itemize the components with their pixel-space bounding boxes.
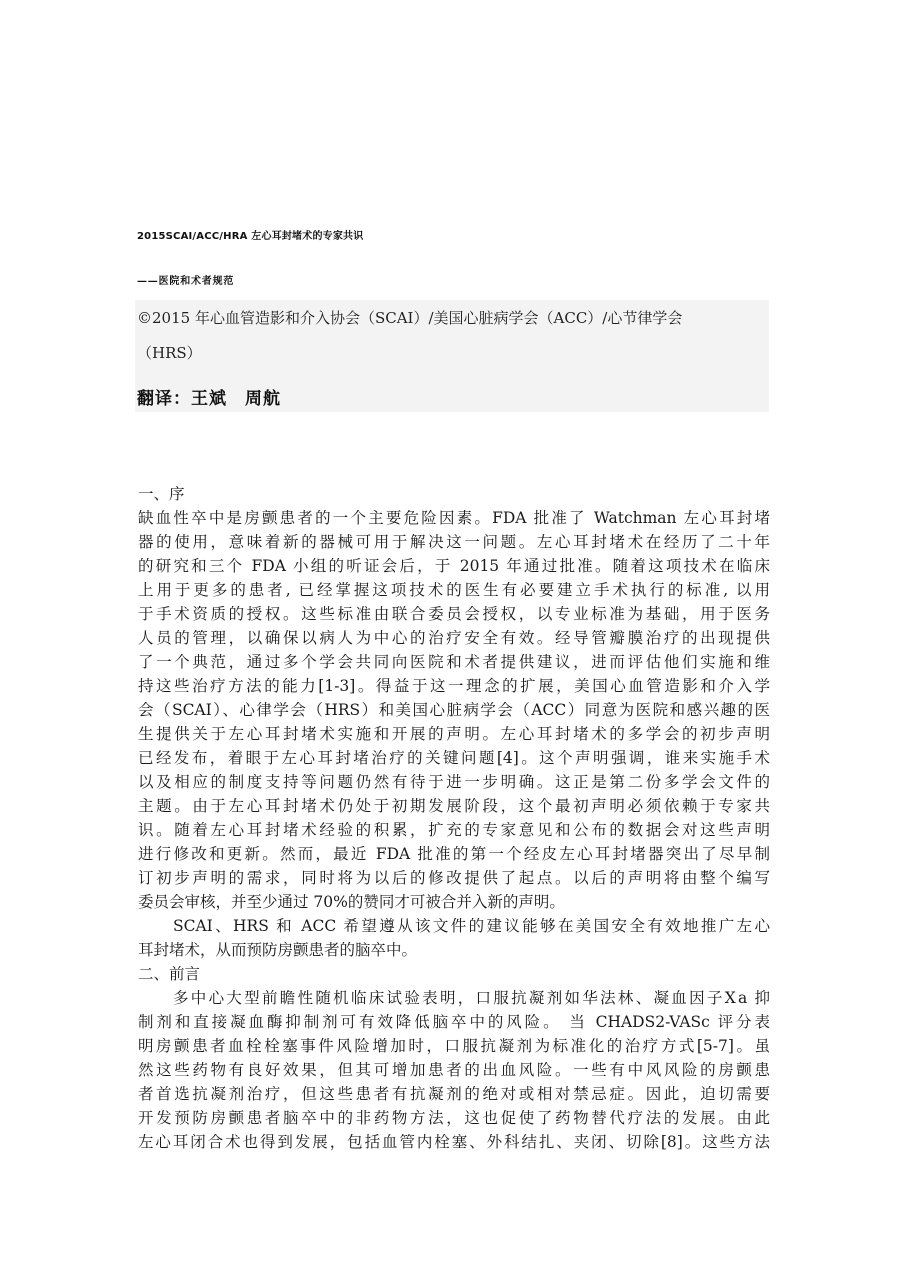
body-line: 器的使用，意味着新的器械可用于解决这一问题。左心耳封堵术在经历了二十年 xyxy=(138,533,770,551)
body-line: 多中心大型前瞻性随机临床试验表明，口服抗凝剂如华法林、凝血因子Ⅹa 抑 xyxy=(173,989,770,1007)
body-line: 于手术资质的授权。这些标准由联合委员会授权，以专业标准为基础，用于医务 xyxy=(138,605,770,623)
body-line: 生提供关于左心耳封堵术实施和开展的声明。左心耳封堵术的多学会的初步声明 xyxy=(138,725,770,743)
body-line: 开发预防房颤患者脑卒中的非药物方法，这也促使了药物替代疗法的发展。由此 xyxy=(138,1109,770,1127)
copyright-block xyxy=(135,300,769,412)
document-title: 2015SCAI/ACC/HRA 左心耳封堵术的专家共识 xyxy=(137,231,364,242)
body-line: 然这些药物有良好效果，但其可增加患者的出血风险。一些有中风风险的房颤患 xyxy=(138,1061,770,1079)
body-line: 缺血性卒中是房颤患者的一个主要危险因素。FDA 批准了 Watchman 左心耳封堵 xyxy=(138,509,770,527)
copyright-text: ©2015 年心血管造影和介入协会（SCAI）/美国心脏病学会（ACC）/心节律学会 xyxy=(137,309,683,327)
body-line: 订初步声明的需求，同时将为以后的修改提供了起点。以后的声明将由整个编写 xyxy=(138,869,770,887)
body-line: SCAI、HRS 和 ACC 希望遵从该文件的建议能够在美国安全有效地推广左心 xyxy=(173,917,770,935)
body-line: 人员的管理，以确保以病人为中心的治疗安全有效。经导管瓣膜治疗的出现提供 xyxy=(138,629,770,647)
body-line: 上用于更多的患者, 已经掌握这项技术的医生有必要建立手术执行的标准, 以用 xyxy=(138,581,770,599)
copyright-text-continued: （HRS） xyxy=(137,344,202,362)
body-line: 了一个典范，通过多个学会共同向医院和术者提供建议，进而评估他们实施和维 xyxy=(138,653,770,671)
body-line: 耳封堵术，从而预防房颤患者的脑卒中。 xyxy=(138,941,418,959)
document-subtitle: ——医院和术者规范 xyxy=(137,276,235,287)
body-line: 委员会审核，并至少通过 70%的赞同才可被合并入新的声明。 xyxy=(138,893,565,911)
section-heading: 一、序 xyxy=(138,485,185,503)
body-line: 制剂和直接凝血酶抑制剂可有效降低脑卒中的风险。 当 CHADS2-VASc 评分表 xyxy=(138,1013,770,1031)
body-line: 主题。由于左心耳封堵术仍处于初期发展阶段，这个最初声明必须依赖于专家共 xyxy=(138,797,770,815)
translators: 翻译：王斌 周航 xyxy=(137,389,281,409)
body-line: 识。随着左心耳封堵术经验的积累，扩充的专家意见和公布的数据会对这些声明 xyxy=(138,821,770,839)
body-line: 已经发布，着眼于左心耳封堵治疗的关键问题[4]。这个声明强调，谁来实施手术 xyxy=(138,749,770,767)
body-line: 会（SCAI）、心律学会（HRS）和美国心脏病学会（ACC）同意为医院和感兴趣的医 xyxy=(138,701,770,719)
body-line: 的研究和三个 FDA 小组的听证会后，于 2015 年通过批准。随着这项技术在临床 xyxy=(138,557,770,575)
body-line: 明房颤患者血栓栓塞事件风险增加时，口服抗凝剂为标准化的治疗方式[5-7]。虽 xyxy=(138,1037,770,1055)
body-line: 者首选抗凝剂治疗，但这些患者有抗凝剂的绝对或相对禁忌症。因此，迫切需要 xyxy=(138,1085,770,1103)
body-line: 左心耳闭合术也得到发展，包括血管内栓塞、外科结扎、夹闭、切除[8]。这些方法 xyxy=(138,1133,770,1151)
body-line: 持这些治疗方法的能力[1-3]。得益于这一理念的扩展，美国心血管造影和介入学 xyxy=(138,677,770,695)
body-line: 以及相应的制度支持等问题仍然有待于进一步明确。这正是第二份多学会文件的 xyxy=(138,773,770,791)
section-heading: 二、前言 xyxy=(138,965,201,983)
body-line: 进行修改和更新。然而，最近 FDA 批准的第一个经皮左心耳封堵器突出了尽早制 xyxy=(138,845,770,863)
